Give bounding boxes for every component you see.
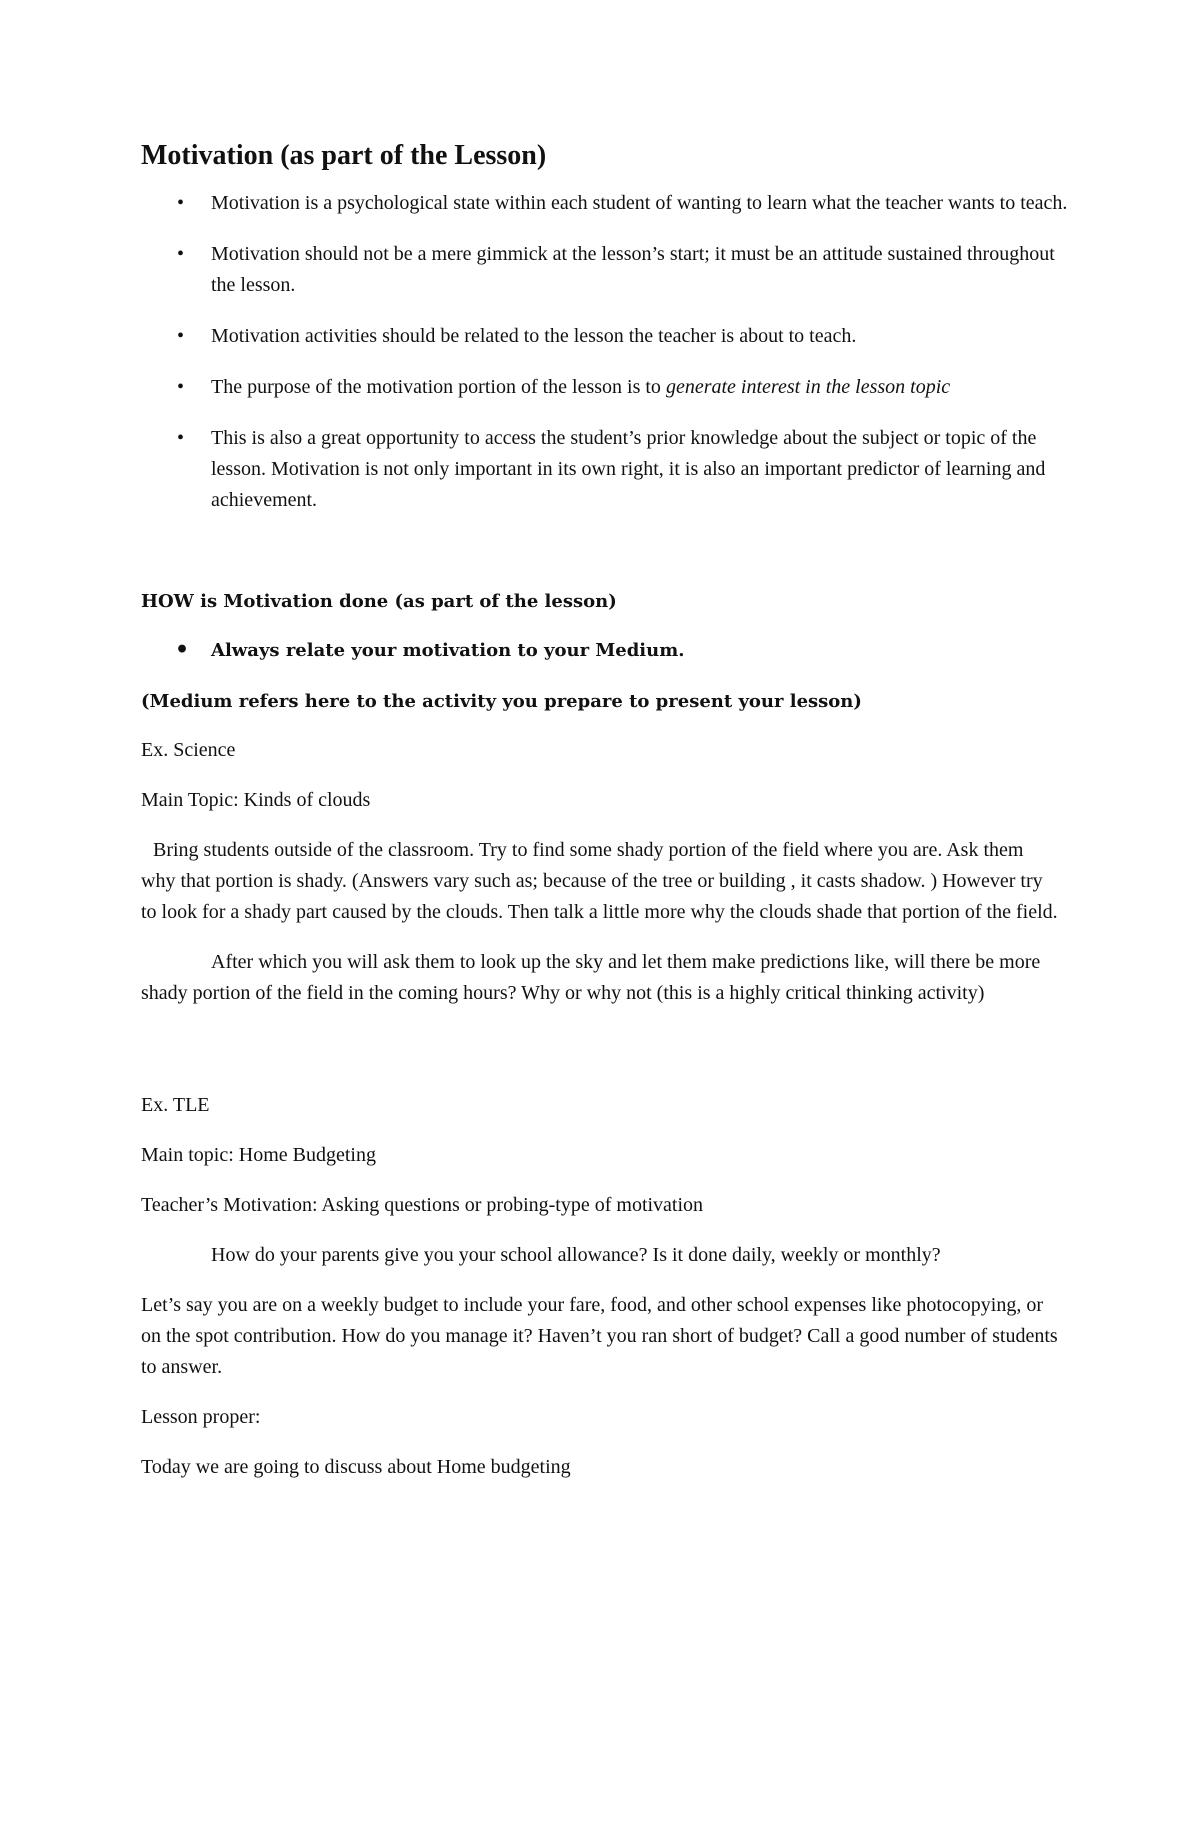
science-paragraph-2: After which you will ask them to look up the sky and let them make predictions like, will there be more shady portion of the field in the coming hours? Why or why not (this is a highly critical thinking activity) [141,951,1041,1004]
bullet-text: Motivation should not be a mere gimmick at the lesson’s start; it must be an attitude sustained throughout the lesson. [211,243,1055,296]
tle-motivation: Teacher’s Motivation: Asking questions or probing-type of motivation [141,1194,704,1216]
motivation-bullet-list [141,188,1068,516]
purpose-prefix: The purpose of the motivation portion of the lesson is to [211,376,666,398]
science-paragraph-1: Bring students outside of the classroom. Try to find some shady portion of the field where you are. Ask them why that portion is shady. (Answers vary such as; because of the tree or building , it casts shadow. ) However try to look for a shady part caused by the clouds. Then talk a little more why the clouds shade that portion of the field. [141,839,1058,923]
bullet-icon: • [177,376,185,398]
bullet-text: Motivation activities should be related to the lesson the teacher is about to teach. [211,325,857,347]
bullet-text: Motivation is a psychological state within each student of wanting to learn what the teacher wants to teach. [211,192,1068,214]
list-item [141,372,1071,403]
how-heading: HOW is Motivation done (as part of the lesson) [141,591,617,612]
list-item [141,188,1071,219]
how-bullet-text: Always relate your motivation to your Medium. [211,640,685,661]
tle-weekly-paragraph: Let’s say you are on a weekly budget to include your fare, food, and other school expenses like photocopying, or on the spot contribution. How do you manage it? Haven’t you ran short of budget? Call a good number of students to answer. [141,1294,1058,1378]
document-title: Motivation (as part of the Lesson) [141,140,547,171]
science-topic: Main Topic: Kinds of clouds [141,789,371,811]
document-page [141,138,1068,1502]
bullet-icon: • [177,192,185,214]
bullet-icon: • [177,325,185,347]
bullet-icon: • [175,637,190,663]
lesson-today: Today we are going to discuss about Home budgeting [141,1456,571,1478]
bullet-icon: • [177,243,185,265]
list-item [141,423,1071,516]
list-item [141,239,1071,301]
medium-note: (Medium refers here to the activity you prepare to present your lesson) [141,691,862,712]
tle-question: How do your parents give you your school allowance? Is it done daily, weekly or monthly? [211,1244,941,1266]
science-example-label: Ex. Science [141,739,236,761]
bullet-text: This is also a great opportunity to access the student’s prior knowledge about the subject or topic of the lesson. Motivation is not only important in its own right, it is also an important predictor of learning and achievement. [211,427,1046,511]
tle-topic: Main topic: Home Budgeting [141,1144,376,1166]
tle-example-label: Ex. TLE [141,1094,210,1116]
lesson-proper-label: Lesson proper: [141,1406,261,1428]
purpose-italic: generate interest in the lesson topic [665,376,951,398]
how-bullet [141,635,1061,666]
bullet-icon: • [177,427,185,449]
list-item [141,321,1071,352]
